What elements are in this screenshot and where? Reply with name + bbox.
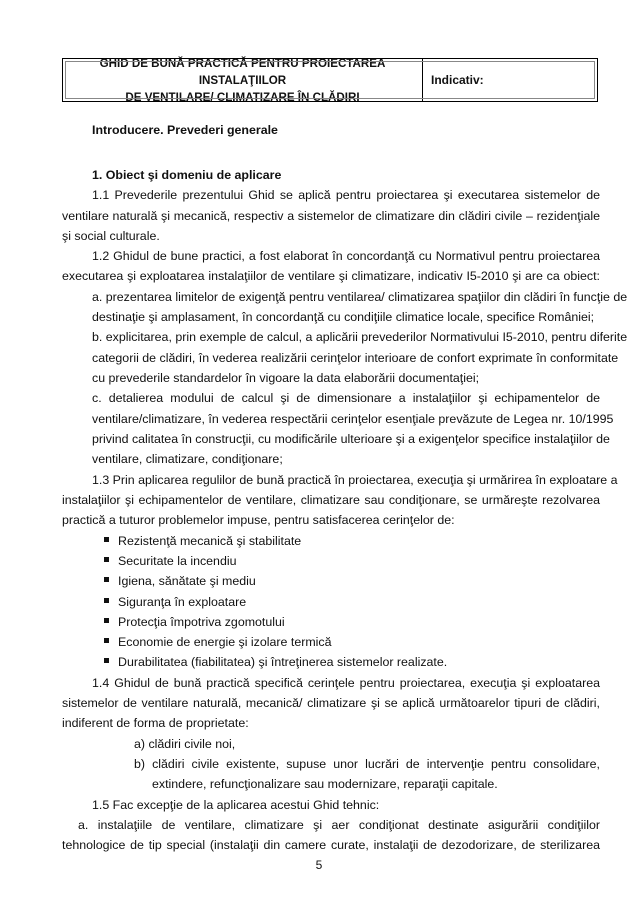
indicativ-cell: Indicativ: [431,73,484,87]
document-title-cell [63,56,423,104]
list-item-line: c. detalierea modului de calcul şi de dimensionare a instalaţiilor şi echipamentelor de [92,391,600,405]
page-number: 5 [315,858,323,872]
paragraph-line: tehnologice de tip special (instalaţii din camere curate, instalaţii de dezodorizare, de sterilizarea [62,838,600,852]
list-item-line: b. explicitarea, prin exemple de calcul, a aplicării prevederilor Normativului I5-2010, pentru diferite [92,330,628,344]
list-item-line: cu prevederile standardelor în vigoare la data elaborării documentaţiei; [92,371,480,385]
square-bullet-icon [104,557,109,562]
paragraph-line: 1.1 Prevederile prezentului Ghid se aplică pentru proiectarea şi executarea sistemelor de [92,188,600,202]
paragraph-line: instalaţiilor şi echipamentelor de ventilare, climatizare sau condiţionare, se urmăreşte rezolvarea [62,493,600,507]
paragraph-line: şi social culturale. [62,229,160,243]
paragraph-line: a. instalaţiile de ventilare, climatizare şi aer condiţionat destinate asigurării condiţiilor [78,818,600,832]
section-title: Introducere. Prevederi generale [92,123,278,137]
square-bullet-icon [104,638,109,643]
paragraph-line: 1.3 Prin aplicarea regulilor de bună practică în proiectarea, execuţia şi urmărirea în exploatare a [92,473,618,487]
list-item-line: privind calitatea în construcţii, cu modificările ulterioare şi a exigenţelor specifice instalaţiilor de [92,432,610,446]
list-item-line: ventilare/climatizare, în vederea respectării cerinţelor esenţiale prevăzute de Legea nr. 10/1995 [92,412,614,426]
list-item-line: categorii de clădiri, în vederea realizării cerinţelor interioare de confort exprimate în conformitate [92,351,619,365]
list-item-line: destinaţie şi amplasament, în concordanţă cu condiţiile climatice locale, specifice României; [92,310,595,324]
list-item-line: extindere, refuncţionalizare sau modernizare, reparaţii capitale. [152,777,498,791]
square-bullet-icon [104,658,109,663]
bullet-item: Protecţia împotriva zgomotului [104,612,285,632]
paragraph-line: practică a tuturor problemelor impuse, pentru satisfacerea cerinţelor de: [62,513,455,527]
square-bullet-icon [104,618,109,623]
paragraph-line: executarea şi exploatarea instalaţiilor de ventilare şi climatizare, indicativ I5-2010 şi are ca obiect: [62,269,600,283]
list-item-line: a) clădiri civile noi, [134,737,236,751]
document-header-table [62,58,598,102]
square-bullet-icon [104,537,109,542]
paragraph-line: indiferent de forma de proprietate: [62,716,249,730]
list-item-line: ventilare, climatizare, condiţionare; [92,452,283,466]
list-item-line: a. prezentarea limitelor de exigenţă pentru ventilarea/ climatizarea spaţiilor din clădiri în funcţie de [92,290,628,304]
bullet-item: Rezistenţă mecanică şi stabilitate [104,531,301,551]
paragraph-line: sistemelor de ventilare naturală, mecanică/ climatizare şi se aplică următoarelor tipuri de clădiri, [62,696,600,710]
bullet-item: Durabilitatea (fiabilitatea) şi întreţinerea sistemelor realizate. [104,652,447,672]
paragraph-line: 1.2 Ghidul de bune practici, a fost elaborat în concordanţă cu Normativul pentru proiectarea [92,249,600,263]
document-title-line2: DE VENTILARE/ CLIMATIZARE ÎN CLĂDIRI [125,90,360,104]
paragraph-line: 1.5 Fac excepţie de la aplicarea acestui Ghid tehnic: [92,798,380,812]
bullet-item: Securitate la incendiu [104,551,236,571]
bullet-item: Economie de energie şi izolare termică [104,632,332,652]
list-item-line: b) clădiri civile existente, supuse unor lucrări de intervenţie pentru consolidare, [134,757,600,771]
document-title-line1: GHID DE BUNĂ PRACTICĂ PENTRU PROIECTAREA INSTALAŢIILOR [99,56,386,87]
bullet-item: Siguranţa în exploatare [104,592,246,612]
paragraph-line: 1.4 Ghidul de bună practică specifică cerinţele pentru proiectarea, execuţia şi exploatarea [92,676,600,690]
paragraph-line: ventilare naturală şi mecanică, respectiv a sistemelor de climatizare din clădiri civile – rezidenţiale [62,209,600,223]
bullet-item: Igiena, sănătate şi mediu [104,571,256,591]
subsection-title: 1. Obiect şi domeniu de aplicare [92,168,282,182]
square-bullet-icon [104,577,109,582]
square-bullet-icon [104,598,109,603]
